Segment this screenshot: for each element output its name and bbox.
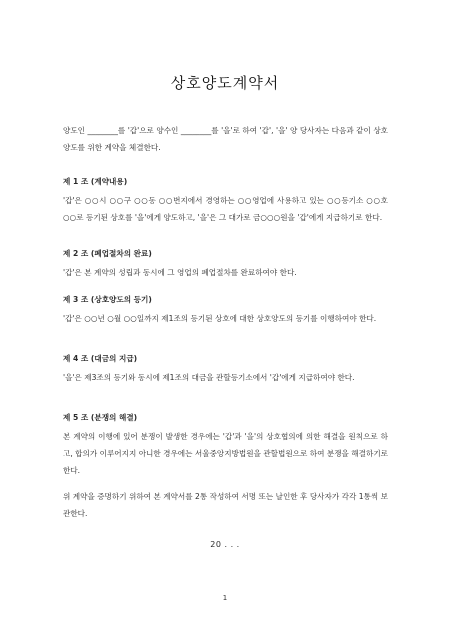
preamble-text: 양도인 ________를 '갑'으로 양수인 ________를 '을'로 하여 '갑', '을' 양 당사자는 다음과 같이 상호양도를 위한 계약을 체결한다.	[63, 126, 388, 152]
article-4-text: '을'은 제3조의 등기와 동시에 제1조의 대금을 관할등기소에서 '갑'에게 지급하여야 한다.	[63, 373, 355, 382]
page-number: 1	[222, 594, 228, 602]
article-3-text: '갑'은 ○○년 ○월 ○○일까지 제1조의 등기된 상호에 대한 상호양도의 등기를 이행하여야 한다.	[63, 314, 377, 323]
article-2-text: '갑'은 본 계약의 성립과 동시에 그 영업의 폐업절차를 완료하여야 한다.	[63, 268, 297, 277]
date-line: 20 . . .	[210, 540, 240, 549]
article-1-text: '갑'은 ○○시 ○○구 ○○동 ○○번지에서 경영하는 ○○영업에 사용하고 있는 ○○등기소 ○○호 ○○로 등기된 상호를 '을'에게 양도하고, '을'은 그 대가로 금○○○원을 '갑'에게 지급하기로 한다.	[63, 196, 388, 222]
article-5-text: 본 계약의 이행에 있어 분쟁이 발생한 경우에는 '갑'과 '을'의 상호협의에 의한 해결을 원칙으로 하고, 합의가 이루어지지 아니한 경우에는 서울중앙지방법원을 관할법원으로 하여 분쟁을 해결하기로 한다.	[63, 432, 388, 475]
article-3-heading: 제 3 조 (상호양도의 등기)	[63, 295, 152, 304]
article-1-heading: 제 1 조 (계약내용)	[63, 177, 128, 186]
closing-text: 위 계약을 증명하기 위하여 본 계약서를 2통 작성하여 서명 또는 날인한 후 당사자가 각각 1통씩 보관한다.	[63, 492, 388, 518]
article-4-heading: 제 4 조 (대금의 지급)	[63, 354, 138, 363]
article-5-heading: 제 5 조 (분쟁의 해결)	[63, 413, 138, 422]
document-title: 상호양도계약서	[170, 74, 280, 92]
article-2-heading: 제 2 조 (폐업절차의 완료)	[63, 249, 152, 258]
